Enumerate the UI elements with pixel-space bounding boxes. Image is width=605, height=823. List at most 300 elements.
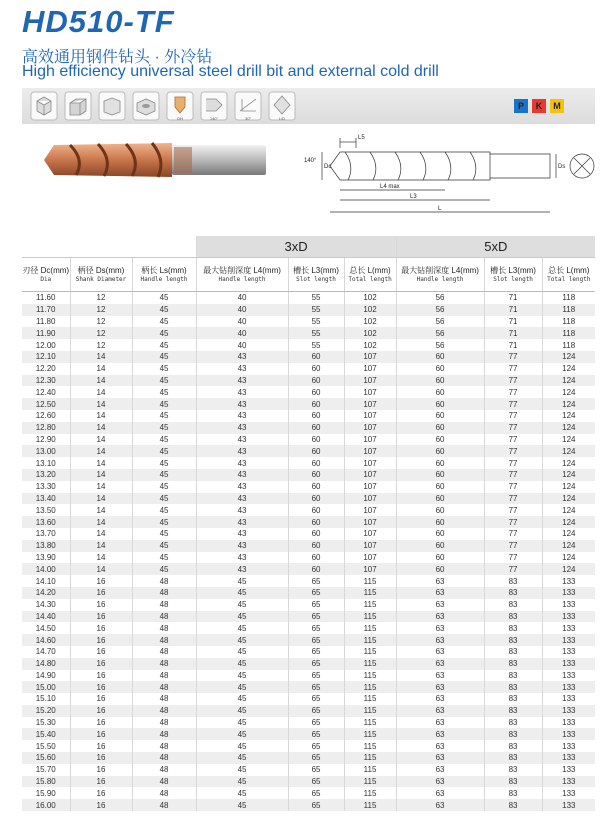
table-cell: 124 [542,375,595,387]
hole-icon [132,91,160,121]
table-cell: 133 [542,575,595,587]
table-cell: 115 [344,776,396,788]
table-cell: 48 [132,717,196,729]
table-cell: 60 [288,351,344,363]
table-cell: 63 [396,776,484,788]
table-cell: 43 [196,410,288,422]
table-cell: 48 [132,587,196,599]
product-title: HD510-TF [22,4,175,39]
table-cell: 133 [542,658,595,670]
table-cell: 55 [288,339,344,351]
table-cell: 60 [288,386,344,398]
table-cell: 45 [132,434,196,446]
table-cell: 65 [288,728,344,740]
table-cell: 107 [344,552,396,564]
table-cell: 77 [484,540,542,552]
table-cell: 45 [132,375,196,387]
table-cell: 16 [70,752,132,764]
table-row [22,799,595,811]
table-cell: 133 [542,787,595,799]
table-cell: 45 [132,316,196,328]
table-cell: 11.60 [22,292,70,304]
table-cell: 43 [196,375,288,387]
table-cell: 115 [344,622,396,634]
table-cell: 102 [344,292,396,304]
table-cell: 43 [196,434,288,446]
table-row [22,493,595,505]
table-cell: 45 [132,563,196,575]
table-cell: 14.50 [22,622,70,634]
table-cell: 77 [484,445,542,457]
table-cell: 13.80 [22,540,70,552]
table-row [22,363,595,375]
table-cell: 45 [196,776,288,788]
table-cell: 45 [132,304,196,316]
table-cell: 14 [70,481,132,493]
diameter-ratio-icon [268,91,296,121]
table-row [22,599,595,611]
table-row [22,327,595,339]
table-cell: 13.60 [22,516,70,528]
table-cell: 71 [484,339,542,351]
table-cell: 55 [288,292,344,304]
group-header-5xd: 5xD [396,236,595,258]
table-cell: 45 [132,386,196,398]
label-l3: L3 [410,194,417,200]
drill-bit-photo [40,135,270,185]
table-cell: 107 [344,540,396,552]
table-cell: 14.90 [22,670,70,682]
table-cell: 63 [396,646,484,658]
table-cell: 40 [196,304,288,316]
table-row [22,728,595,740]
table-cell: 15.40 [22,728,70,740]
table-cell: 65 [288,787,344,799]
table-cell: 60 [288,481,344,493]
table-cell: 133 [542,599,595,611]
table-cell: 48 [132,799,196,811]
table-cell: 83 [484,670,542,682]
table-cell: 124 [542,351,595,363]
table-cell: 102 [344,316,396,328]
table-cell: 13.10 [22,457,70,469]
table-cell: 83 [484,752,542,764]
icon-caption: 140° [209,116,219,121]
table-cell: 65 [288,611,344,623]
table-cell: 133 [542,752,595,764]
table-cell: 60 [396,398,484,410]
table-cell: 43 [196,422,288,434]
table-cell: 107 [344,363,396,375]
table-cell: 56 [396,316,484,328]
table-cell: 60 [288,422,344,434]
table-cell: 65 [288,681,344,693]
table-cell: 77 [484,563,542,575]
table-row [22,587,595,599]
table-cell: 43 [196,363,288,375]
table-cell: 60 [288,445,344,457]
table-cell: 14 [70,386,132,398]
table-cell: 83 [484,634,542,646]
spec-table [22,236,595,811]
table-cell: 43 [196,563,288,575]
table-cell: 43 [196,528,288,540]
table-cell: 107 [344,445,396,457]
column-header-cn: 槽长 L3(mm) [293,265,339,275]
table-cell: 45 [132,493,196,505]
icon-caption: 30° [244,116,252,121]
column-header-en: Shank Diameter [75,275,127,283]
table-cell: 133 [542,764,595,776]
group-header-3xd: 3xD [196,236,396,258]
table-cell: 48 [132,670,196,682]
table-cell: 45 [196,693,288,705]
table-cell: 65 [288,658,344,670]
coating-icon [166,91,194,121]
label-l5: L5 [358,135,365,141]
table-cell: 133 [542,799,595,811]
table-cell: 45 [196,634,288,646]
table-cell: 83 [484,717,542,729]
table-cell: 45 [132,327,196,339]
table-cell: 77 [484,410,542,422]
table-cell: 60 [396,493,484,505]
table-cell: 14 [70,528,132,540]
table-cell: 63 [396,670,484,682]
table-row [22,528,595,540]
table-row [22,575,595,587]
table-cell: 45 [196,599,288,611]
table-row [22,351,595,363]
table-cell: 63 [396,622,484,634]
table-cell: 11.90 [22,327,70,339]
table-cell: 83 [484,693,542,705]
table-cell: 107 [344,386,396,398]
table-cell: 13.30 [22,481,70,493]
table-cell: 60 [396,445,484,457]
table-cell: 124 [542,386,595,398]
table-cell: 60 [396,410,484,422]
table-cell: 65 [288,622,344,634]
column-header-en: Handle length [416,275,464,283]
table-row [22,740,595,752]
table-cell: 60 [288,552,344,564]
table-row [22,304,595,316]
table-cell: 107 [344,351,396,363]
table-cell: 15.00 [22,681,70,693]
material-cube-icon [30,91,58,121]
column-header-en: Slot length [296,275,336,283]
table-cell: 60 [396,481,484,493]
table-cell: 83 [484,705,542,717]
table-cell: 124 [542,504,595,516]
table-cell: 60 [396,363,484,375]
table-cell: 118 [542,292,595,304]
table-cell: 16 [70,764,132,776]
table-cell: 48 [132,728,196,740]
table-row [22,634,595,646]
column-header [132,258,196,292]
table-cell: 48 [132,634,196,646]
table-cell: 55 [288,316,344,328]
column-header [288,258,344,292]
table-cell: 107 [344,434,396,446]
table-cell: 48 [132,646,196,658]
table-cell: 14 [70,410,132,422]
table-cell: 15.20 [22,705,70,717]
subtitle-chinese: 高效通用钢件钻头 · 外冷钻 [22,49,213,66]
table-cell: 16 [70,611,132,623]
table-row [22,552,595,564]
table-cell: 48 [132,622,196,634]
table-cell: 14 [70,504,132,516]
table-cell: 115 [344,670,396,682]
table-cell: 56 [396,327,484,339]
table-cell: 16 [70,799,132,811]
table-cell: 118 [542,327,595,339]
table-row [22,339,595,351]
table-cell: 15.60 [22,752,70,764]
table-cell: 13.90 [22,552,70,564]
table-cell: 60 [288,504,344,516]
column-header-cn: 柄长 Ls(mm) [141,265,187,275]
table-row [22,670,595,682]
table-cell: 55 [288,327,344,339]
table-cell: 16 [70,670,132,682]
icon-caption: DH [177,116,183,121]
table-cell: 115 [344,634,396,646]
table-cell: 65 [288,705,344,717]
table-cell: 115 [344,611,396,623]
table-cell: 60 [288,516,344,528]
table-cell: 12 [70,339,132,351]
table-cell: 124 [542,493,595,505]
table-cell: 60 [396,375,484,387]
table-cell: 11.70 [22,304,70,316]
table-cell: 107 [344,493,396,505]
table-cell: 16 [70,776,132,788]
table-cell: 115 [344,752,396,764]
table-cell: 16 [70,728,132,740]
column-header-en: Total length [348,275,392,283]
table-row [22,705,595,717]
table-cell: 14 [70,469,132,481]
table-cell: 14 [70,375,132,387]
column-header [484,258,542,292]
table-cell: 45 [196,705,288,717]
table-cell: 107 [344,504,396,516]
table-cell: 115 [344,717,396,729]
table-cell: 102 [344,339,396,351]
table-row [22,422,595,434]
table-cell: 48 [132,658,196,670]
table-cell: 118 [542,339,595,351]
table-cell: 115 [344,646,396,658]
table-cell: 14.70 [22,646,70,658]
table-cell: 56 [396,292,484,304]
table-cell: 12 [70,292,132,304]
material-badge-k: K [532,99,546,113]
column-header-cn: 总长 L(mm) [548,265,590,275]
table-cell: 16 [70,599,132,611]
table-cell: 45 [196,717,288,729]
table-cell: 15.50 [22,740,70,752]
table-cell: 107 [344,375,396,387]
table-cell: 43 [196,504,288,516]
table-cell: 83 [484,776,542,788]
table-cell: 45 [196,740,288,752]
material-block-icon [64,91,92,121]
table-cell: 45 [132,457,196,469]
column-header-en: Handle length [218,275,266,283]
table-cell: 60 [396,351,484,363]
table-cell: 45 [132,552,196,564]
table-cell: 15.80 [22,776,70,788]
table-cell: 77 [484,386,542,398]
column-header-en: Dia [40,275,52,283]
table-row [22,764,595,776]
table-cell: 60 [396,540,484,552]
table-cell: 77 [484,363,542,375]
table-cell: 65 [288,646,344,658]
table-cell: 83 [484,646,542,658]
table-row [22,540,595,552]
table-cell: 16 [70,693,132,705]
table-cell: 107 [344,528,396,540]
table-row [22,681,595,693]
table-cell: 83 [484,599,542,611]
table-cell: 124 [542,516,595,528]
table-cell: 115 [344,799,396,811]
table-cell: 60 [288,493,344,505]
column-header [344,258,396,292]
table-cell: 12 [70,327,132,339]
table-cell: 40 [196,339,288,351]
table-cell: 60 [288,363,344,375]
table-cell: 14 [70,445,132,457]
table-cell: 45 [196,622,288,634]
table-cell: 124 [542,434,595,446]
table-cell: 124 [542,552,595,564]
table-cell: 63 [396,681,484,693]
table-row [22,516,595,528]
table-cell: 124 [542,398,595,410]
table-cell: 48 [132,705,196,717]
table-row [22,504,595,516]
table-cell: 45 [132,504,196,516]
table-cell: 124 [542,457,595,469]
column-header [196,258,288,292]
table-cell: 45 [196,787,288,799]
table-cell: 107 [344,516,396,528]
table-cell: 83 [484,575,542,587]
table-cell: 43 [196,469,288,481]
table-cell: 77 [484,375,542,387]
table-cell: 45 [132,351,196,363]
table-cell: 63 [396,658,484,670]
table-cell: 45 [196,728,288,740]
table-cell: 48 [132,693,196,705]
table-cell: 14.30 [22,599,70,611]
table-cell: 45 [132,339,196,351]
table-cell: 12 [70,304,132,316]
table-cell: 14 [70,422,132,434]
table-cell: 65 [288,693,344,705]
column-header [396,258,484,292]
table-row [22,563,595,575]
table-cell: 83 [484,740,542,752]
label-dc: Dc [324,164,332,170]
table-cell: 14.10 [22,575,70,587]
table-cell: 45 [132,469,196,481]
table-cell: 102 [344,304,396,316]
table-cell: 65 [288,799,344,811]
table-cell: 115 [344,705,396,717]
table-cell: 77 [484,434,542,446]
table-cell: 60 [396,469,484,481]
dimension-diagram [300,128,600,220]
table-cell: 65 [288,587,344,599]
table-cell: 124 [542,410,595,422]
table-cell: 16 [70,634,132,646]
table-cell: 118 [542,304,595,316]
table-cell: 115 [344,658,396,670]
table-cell: 77 [484,493,542,505]
table-cell: 60 [288,457,344,469]
label-ds: Ds [558,164,566,170]
table-cell: 48 [132,752,196,764]
table-cell: 65 [288,599,344,611]
table-cell: 60 [396,563,484,575]
table-row [22,658,595,670]
table-cell: 12.40 [22,386,70,398]
table-cell: 48 [132,575,196,587]
table-cell: 65 [288,776,344,788]
table-cell: 14 [70,516,132,528]
table-cell: 43 [196,516,288,528]
table-cell: 83 [484,622,542,634]
table-cell: 63 [396,717,484,729]
table-cell: 65 [288,764,344,776]
table-cell: 63 [396,740,484,752]
table-cell: 16 [70,622,132,634]
table-cell: 124 [542,363,595,375]
table-cell: 45 [196,658,288,670]
table-cell: 63 [396,693,484,705]
table-cell: 63 [396,599,484,611]
table-cell: 14 [70,363,132,375]
table-cell: 13.00 [22,445,70,457]
table-row [22,445,595,457]
point-angle-icon [200,91,228,121]
table-cell: 71 [484,327,542,339]
table-cell: 13.20 [22,469,70,481]
feature-icon-bar [22,88,595,124]
table-cell: 16 [70,705,132,717]
table-cell: 55 [288,304,344,316]
table-cell: 83 [484,681,542,693]
column-header-cn: 槽长 L3(mm) [490,265,536,275]
table-cell: 15.10 [22,693,70,705]
table-row [22,434,595,446]
table-cell: 40 [196,292,288,304]
table-cell: 45 [132,363,196,375]
table-cell: 83 [484,728,542,740]
table-cell: 14.40 [22,611,70,623]
table-cell: 65 [288,752,344,764]
table-cell: 118 [542,316,595,328]
table-cell: 77 [484,552,542,564]
